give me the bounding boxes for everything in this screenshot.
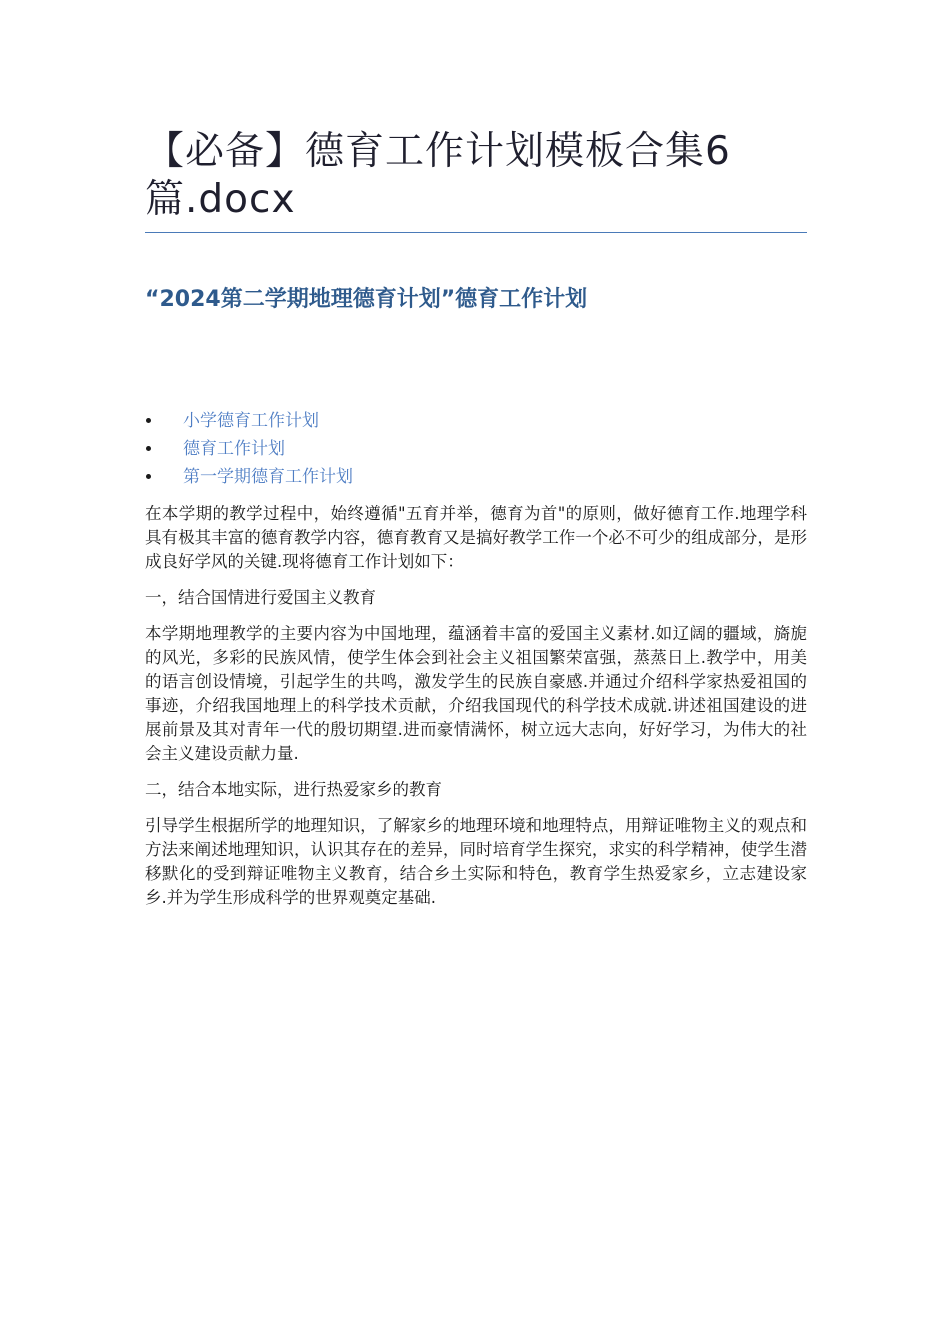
related-link[interactable]: 小学德育工作计划 bbox=[183, 411, 319, 431]
intro-paragraph: 在本学期的教学过程中，始终遵循"五育并举，德育为首"的原则，做好德育工作.地理学科具有极其丰富的德育教学内容，德育教育又是搞好教学工作一个必不可少的组成部分，是形成良好学风的关键.现将德育工作计划如下： bbox=[145, 504, 807, 571]
bullet-icon bbox=[146, 474, 151, 479]
section-heading: “2024第二学期地理德育计划”德育工作计划 bbox=[145, 287, 588, 312]
subheading-patriotism: 一，结合国情进行爱国主义教育 bbox=[145, 588, 376, 607]
list-item bbox=[145, 435, 807, 463]
subheading-hometown: 二，结合本地实际，进行热爱家乡的教育 bbox=[145, 780, 442, 799]
related-link[interactable]: 第一学期德育工作计划 bbox=[183, 467, 353, 487]
title-divider bbox=[145, 232, 807, 233]
document-title: 【必备】德育工作计划模板合集6篇.docx bbox=[145, 129, 731, 222]
list-item bbox=[145, 407, 807, 435]
body-paragraph-patriotism: 本学期地理教学的主要内容为中国地理，蕴涵着丰富的爱国主义素材.如辽阔的疆域，旖旎的风光，多彩的民族风情，使学生体会到社会主义祖国繁荣富强，蒸蒸日上.教学中，用美的语言创设情境，引起学生的共鸣，激发学生的民族自豪感.并通过介绍科学家热爱祖国的事迹，介绍我国地理上的科学技术贡献，介绍我国现代的科学技术成就.讲述祖国建设的进展前景及其对青年一代的殷切期望.进而豪情满怀，树立远大志向，好好学习，为伟大的社会主义建设贡献力量. bbox=[145, 624, 807, 763]
bullet-icon bbox=[146, 418, 151, 423]
document-page bbox=[145, 128, 807, 910]
list-item bbox=[145, 463, 807, 491]
related-link[interactable]: 德育工作计划 bbox=[183, 439, 285, 459]
related-links-list bbox=[145, 407, 807, 491]
bullet-icon bbox=[146, 446, 151, 451]
body-paragraph-hometown: 引导学生根据所学的地理知识，了解家乡的地理环境和地理特点，用辩证唯物主义的观点和方法来阐述地理知识，认识其存在的差异，同时培育学生探究，求实的科学精神，使学生潜移默化的受到辩证唯物主义教育，结合乡土实际和特色，教育学生热爱家乡，立志建设家乡.并为学生形成科学的世界观奠定基础. bbox=[145, 816, 807, 907]
